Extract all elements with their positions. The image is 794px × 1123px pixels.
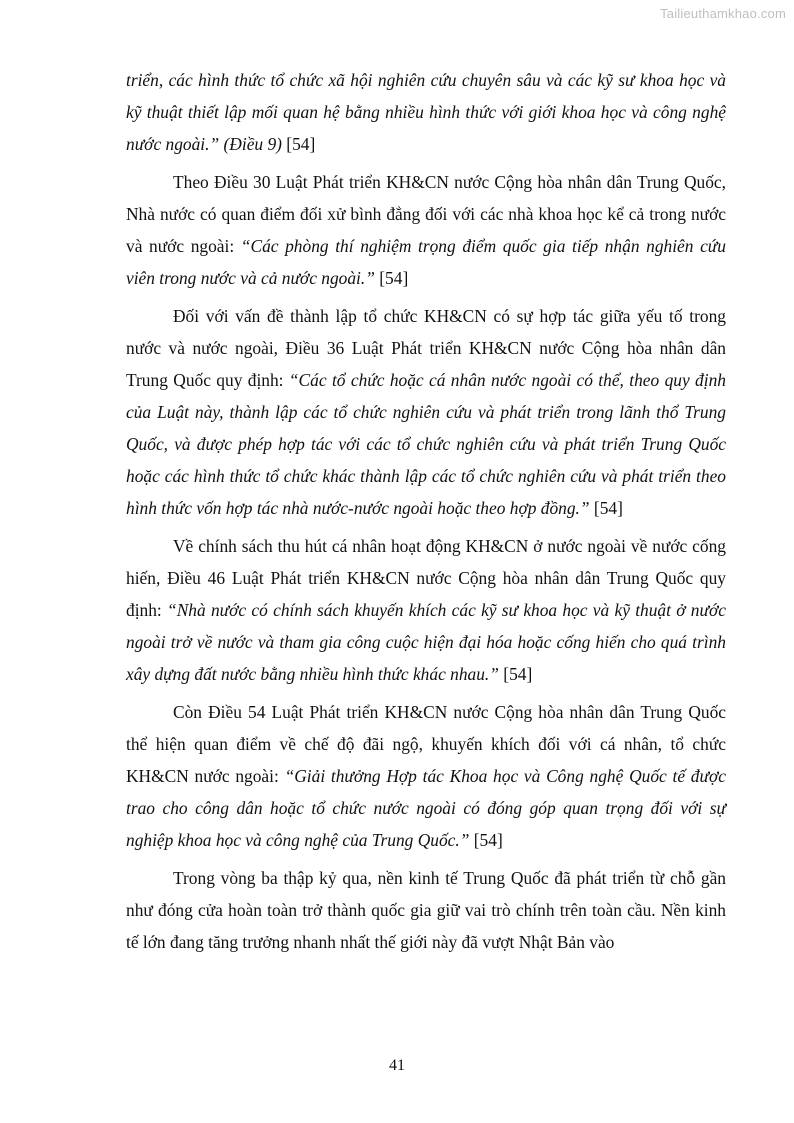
page-number: 41 (389, 1057, 405, 1074)
quoted-text: “Các phòng thí nghiệm trọng điểm quốc gia tiếp nhận nghiên cứu viên trong nước và cả nước ngoài.” (126, 236, 726, 288)
quoted-text: “Nhà nước có chính sách khuyến khích các kỹ sư khoa học và kỹ thuật ở nước ngoài trở về nước và tham gia công cuộc hiện đại hóa hoặc cống hiến cho quá trình xây dựng đất nước bằng nhiều hình thức khác nhau.” (126, 600, 726, 684)
paragraph-article-30 (126, 166, 726, 294)
quoted-text: “Các tổ chức hoặc cá nhân nước ngoài có thể, theo quy định của Luật này, thành lập các tổ chức nghiên cứu và phát triển trong lãnh thổ Trung Quốc, và được phép hợp tác với các tổ chức nghiên cứu và phát triển Trung Quốc hoặc các hình thức tổ chức khác thành lập các tổ chức nghiên cứu và phát triển theo hình thức vốn hợp tác nhà nước-nước ngoài hoặc theo hợp đồng.” (126, 370, 726, 518)
paragraph-lead: Theo Điều 30 Luật Phát triển KH&CN nước Cộng hòa nhân dân Trung Quốc, Nhà nước có quan điểm đối xử bình đẳng đối với các nhà khoa học kể cả trong nước và nước ngoài: (126, 172, 726, 256)
paragraph-lead: Về chính sách thu hút cá nhân hoạt động KH&CN ở nước ngoài về nước cống hiến, Điều 46 Luật Phát triển KH&CN nước Cộng hòa nhân dân Trung Quốc quy định: (126, 536, 726, 620)
citation: [54] (374, 268, 409, 288)
quoted-text: triển, các hình thức tổ chức xã hội nghiên cứu chuyên sâu và các kỹ sư khoa học và kỹ thuật thiết lập mối quan hệ bằng nhiều hình thức với giới khoa học và công nghệ nước ngoài.” (Điều 9) (126, 70, 726, 154)
document-body (126, 64, 726, 964)
watermark-text: Tailieuthamkhao.com (660, 6, 786, 21)
paragraph-article-46 (126, 530, 726, 690)
paragraph-article-36 (126, 300, 726, 524)
paragraph-economy (126, 862, 726, 958)
citation: [54] (281, 134, 316, 154)
paragraph-lead: Trong vòng ba thập kỷ qua, nền kinh tế Trung Quốc đã phát triển từ chỗ gần như đóng cửa hoàn toàn trở thành quốc gia giữ vai trò chính trên toàn cầu. Nền kinh tế lớn đang tăng trưởng nhanh nhất thế giới này đã vượt Nhật Bản vào (126, 868, 726, 952)
quoted-text: “Giải thưởng Hợp tác Khoa học và Công nghệ Quốc tế được trao cho công dân hoặc tổ chức nước ngoài có đóng góp quan trọng đối với sự nghiệp khoa học và công nghệ của Trung Quốc.” (126, 766, 726, 850)
paragraph-continuation (126, 64, 726, 160)
paragraph-lead: Đối với vấn đề thành lập tổ chức KH&CN có sự hợp tác giữa yếu tố trong nước và nước ngoài, Điều 36 Luật Phát triển KH&CN nước Cộng hòa nhân dân Trung Quốc quy định: (126, 306, 726, 390)
citation: [54] (589, 498, 623, 518)
paragraph-article-54 (126, 696, 726, 856)
citation: [54] (469, 830, 503, 850)
citation: [54] (498, 664, 533, 684)
paragraph-lead: Còn Điều 54 Luật Phát triển KH&CN nước Cộng hòa nhân dân Trung Quốc thể hiện quan điểm về chế độ đãi ngộ, khuyến khích đối với cá nhân, tổ chức KH&CN nước ngoài: (126, 702, 726, 786)
